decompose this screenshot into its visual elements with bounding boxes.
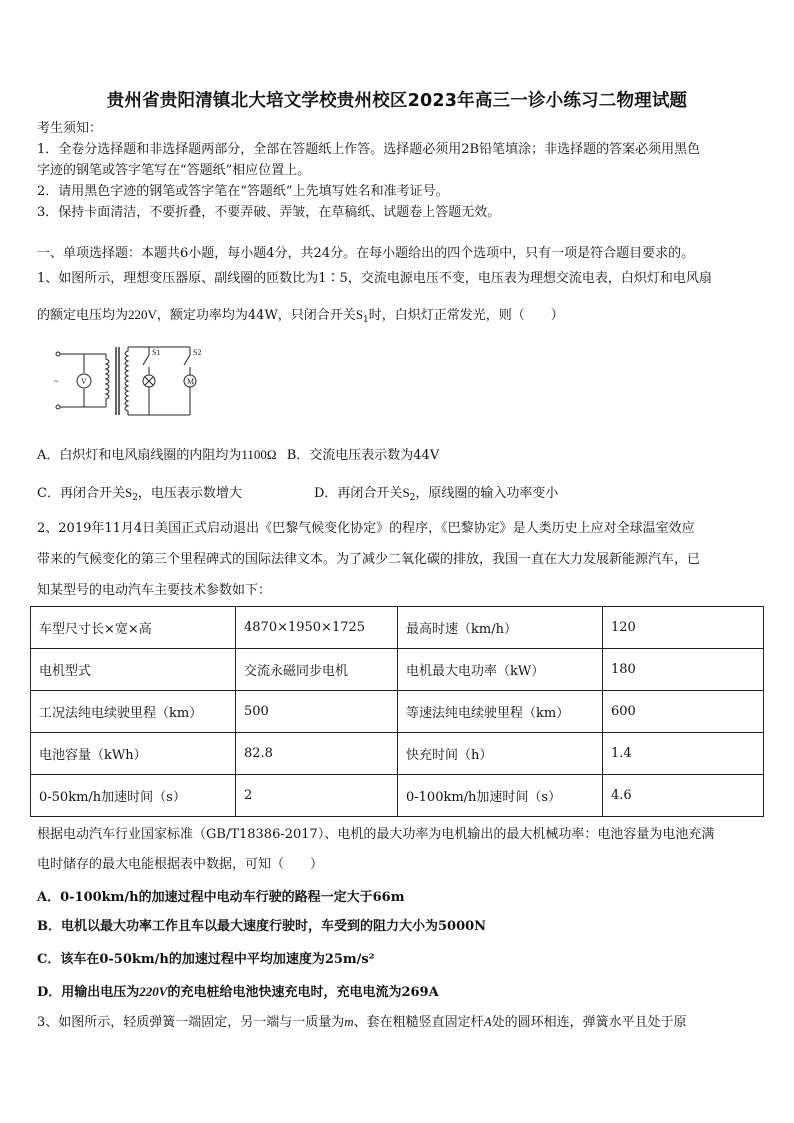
q1-option-a-b: [37, 446, 439, 465]
q1-option-d: D．再闭合开关$S_2$，原线圈的输入功率变小: [314, 485, 559, 503]
spec-label: 最高时速（km/h）: [398, 607, 603, 649]
spec-value: 500: [236, 691, 398, 733]
switch-s2: [184, 355, 190, 365]
primary-coil: [106, 354, 109, 407]
label-s2: S2: [193, 348, 202, 357]
terminal-top-left: [56, 352, 60, 356]
spec-value: 2: [236, 775, 398, 817]
spec-label: 0-100km/h加速时间（s）: [398, 775, 603, 817]
spec-label: 电机最大电功率（kW）: [398, 649, 603, 691]
terminal-bottom-left: [56, 405, 60, 409]
spec-value: 82.8: [236, 733, 398, 775]
q2-option-b: B．电机以最大功率工作且车以最大速度行驶时，车受到的阻力大小为5000N: [37, 919, 487, 934]
notice-item-1-line-1: 1．全卷分选择题和非选择题两部分，全部在答题纸上作答。选择题必须用2B铅笔填涂；非选择题的答案必须用黑色: [37, 142, 701, 157]
spec-value: 180: [603, 649, 764, 691]
spec-value: 1.4: [603, 733, 764, 775]
notice-item-3: 3．保持卡面清洁，不要折叠，不要弄破、弄皱，在草稿纸、试题卷上答题无效。: [37, 205, 501, 220]
table-row: [31, 775, 764, 817]
switch-s1: [143, 355, 149, 365]
notice-item-1-line-2: 字迹的钢笔或答字笔写在“答题纸”相应位置上。: [37, 163, 311, 178]
label-source: ~: [54, 377, 59, 386]
table-row: [31, 649, 764, 691]
q1-switch-s: S: [355, 307, 364, 322]
spec-label: 快充时间（h）: [398, 733, 603, 775]
spec-value: 4870×1950×1725: [236, 607, 398, 649]
spec-label: 等速法纯电续驶里程（km）: [398, 691, 603, 733]
notice-heading: 考生须知：: [37, 121, 103, 136]
q1-switch-sub: 1: [363, 315, 369, 325]
spec-value: 120: [603, 607, 764, 649]
q1-option-b: B．交流电压表示数为44V: [286, 448, 440, 463]
q2-option-d-voltage: 220V: [139, 984, 168, 999]
q1-text-b: ，额定功率均为44W，只闭合开关: [156, 308, 356, 323]
spec-label: 车型尺寸长×宽×高: [31, 607, 236, 649]
q1-text-a: 的额定电压均为: [37, 308, 129, 323]
section-heading: 一、单项选择题：本题共6小题，每小题4分，共24分。在每小题给出的四个选项中，只有一项是符合题目要求的。: [37, 246, 695, 261]
q1-voltage: 220V: [128, 307, 157, 322]
label-m: M: [187, 377, 195, 386]
table-row: [31, 733, 764, 775]
q3-stem-line-1: 3、如图所示，轻质弹簧一端固定，另一端与一质量为m、套在粗糙竖直固定杆A处的圆环相连，弹簧水平且处于原: [37, 1014, 687, 1030]
spec-label: 电池容量（kWh）: [31, 733, 236, 775]
secondary-coil: [125, 347, 128, 415]
spec-label: 0-50km/h加速时间（s）: [31, 775, 236, 817]
spec-value: 600: [603, 691, 764, 733]
label-v: V: [81, 377, 87, 386]
q2-after-line-1: 根据电动汽车行业国家标准（GB/T18386-2017）、电机的最大功率为电机输出的最大机械功率：电池容量为电池充满: [37, 827, 715, 842]
notice-item-2: 2．请用黑色字迹的钢笔或答字笔在“答题纸”上先填写姓名和准考证号。: [37, 184, 449, 199]
q2-after-line-2: 电时储存的最大电能根据表中数据，可知（ ）: [37, 857, 324, 872]
q2-stem-line-1: 2、2019年11月4日美国正式启动退出《巴黎气候变化协定》的程序，《巴黎协定》是人类历史上应对全球温室效应: [37, 521, 695, 536]
q1-stem-line-2: [37, 306, 564, 329]
q3-mass-symbol: m: [344, 1014, 354, 1029]
q1-stem-line-1: 1、如图所示，理想变压器原、副线圈的匝数比为1∶5，交流电源电压不变，电压表为理想交流电表，白炽灯和电风扇: [37, 271, 712, 286]
q2-stem-line-2: 带来的气候变化的第三个里程碑式的国际法律文本。为了减少二氧化碳的排放，我国一直在大力发展新能源汽车，已: [37, 552, 701, 567]
transformer-circuit-diagram: [44, 341, 214, 423]
q2-option-c: C．该车在0-50km/h的加速过程中平均加速度为25m/s²: [37, 952, 375, 967]
table-row: [31, 607, 764, 649]
q2-option-a: A．0-100km/h的加速过程中电动车行驶的路程一定大于66m: [37, 890, 405, 905]
q3-point-a: A: [483, 1014, 492, 1029]
ev-spec-table: [30, 606, 764, 817]
table-row: [31, 691, 764, 733]
spec-value: 交流永磁同步电机: [236, 649, 398, 691]
q2-stem-line-3: 知某型号的电动汽车主要技术参数如下：: [37, 583, 272, 598]
spec-label: 工况法纯电续驶里程（km）: [31, 691, 236, 733]
q1-option-a-value: 1100Ω: [241, 447, 277, 462]
spec-label: 电机型式: [31, 649, 236, 691]
label-s1: S1: [152, 348, 161, 357]
q1-option-a: A．白炽灯和电风扇线圈的内阻均为: [37, 448, 242, 463]
page-title: 贵州省贵阳清镇北大培文学校贵州校区2023年高三一诊小练习二物理试题: [106, 91, 688, 111]
spec-value: 4.6: [603, 775, 764, 817]
q1-option-c: C．再闭合开关$S_2$，电压表示数增大: [37, 485, 242, 503]
q1-text-c: 时，白炽灯正常发光，则（ ）: [368, 308, 564, 323]
q2-option-d: D．用输出电压为220V的充电桩给电池快速充电时，充电电流为269A: [37, 984, 439, 1000]
